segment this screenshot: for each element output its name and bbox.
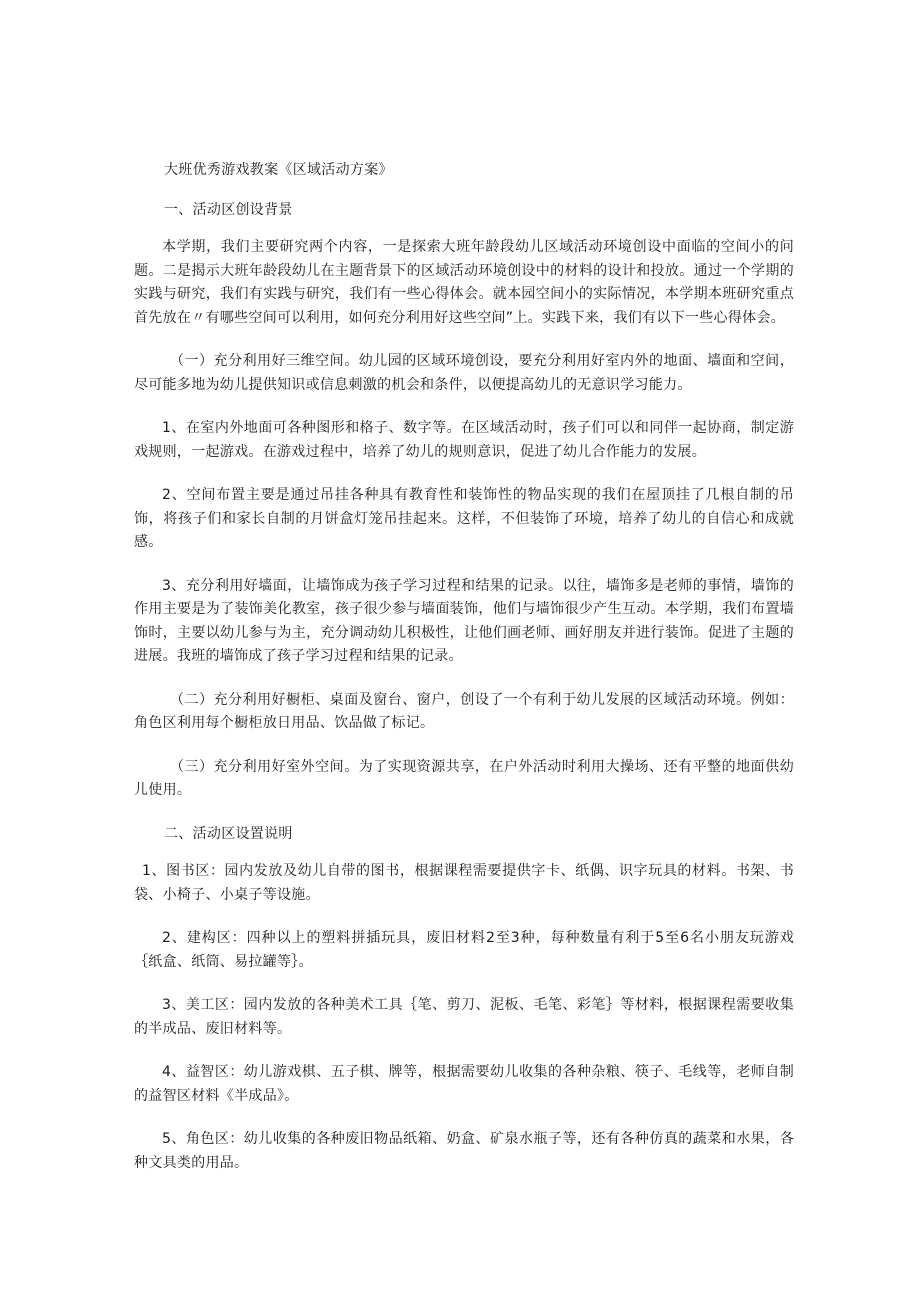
area-item-role-play: 5、角色区：幼儿收集的各种废旧物品纸箱、奶盒、矿泉水瓶子等，还有各种仿真的蔬菜和水果，各种文具类的用品。 [134, 1131, 794, 1171]
paragraph-1: 1、在室内外地面可各种图形和格子、数字等。在区域活动时，孩子们可以和同伴一起协商，制定游戏规则，一起游戏。在游戏过程中，培养了幼儿的规则意识，促进了幼儿合作能力的发展。 [134, 420, 794, 460]
section-2-heading: 二、活动区设置说明 [164, 825, 293, 842]
paragraph-2: 2、空间布置主要是通过吊挂各种具有教育性和装饰性的物品实现的我们在屋顶挂了几根自制的吊饰，将孩子们和家长自制的月饼盒灯笼吊挂起来。这样，不但装饰了环境，培养了幼儿的自信心和成就感。 [134, 487, 794, 550]
document-title: 大班优秀游戏教案《区域活动方案》 [164, 162, 393, 178]
subsection-2: （二）充分利用好橱柜、桌面及窗台、窗户，创设了一个有利于幼儿发展的区域活动环境。例如：角色区利用每个橱柜放日用品、饮品做了标记。 [134, 691, 794, 731]
area-item-library: 1、图书区：园内发放及幼儿自带的图书，根据课程需要提供字卡、纸偶、识字玩具的材料。书架、书袋、小椅子、小桌子等设施。 [134, 863, 794, 903]
section-1-heading: 一、活动区创设背景 [164, 201, 293, 218]
subsection-3: （三）充分利用好室外空间。为了实现资源共享，在户外活动时利用大操场、还有平整的地面供幼儿使用。 [134, 758, 794, 798]
document-body [134, 159, 794, 1175]
area-item-construction: 2、建构区：四种以上的塑料拼插玩具，废旧材料2至3种，每种数量有利于5至6名小朋友玩游戏｛纸盒、纸筒、易拉罐等｝。 [134, 930, 794, 970]
area-item-puzzle: 4、益智区：幼儿游戏棋、五子棋、牌等，根据需要幼儿收集的各种杂粮、筷子、毛线等，老师自制的益智区材料《半成品》。 [134, 1064, 794, 1104]
area-item-art: 3、美工区：园内发放的各种美术工具｛笔、剪刀、泥板、毛笔、彩笔｝等材料，根据课程需要收集的半成品、废旧材料等。 [134, 997, 794, 1037]
subsection-1: （一）充分利用好三维空间。幼儿园的区域环境创设，要充分利用好室内外的地面、墙面和空间，尽可能多地为幼儿提供知识或信息刺激的机会和条件，以便提高幼儿的无意识学习能力。 [134, 353, 794, 393]
section-1-intro: 本学期，我们主要研究两个内容，一是探索大班年龄段幼儿区域活动环境创设中面临的空间小的问题。二是揭示大班年龄段幼儿在主题背景下的区域活动环境创设中的材料的设计和投放。通过一个学期的实践与研究，我们有实践与研究，我们有一些心得体会。就本园空间小的实际情况，本学期本班研究重点首先放在〃有哪些空间可以利用，如何充分利用好这些空间”上。实践下来，我们有以下一些心得体会。 [134, 239, 794, 326]
paragraph-3: 3、充分利用好墙面，让墙饰成为孩子学习过程和结果的记录。以往，墙饰多是老师的事情，墙饰的作用主要是为了装饰美化教室，孩子很少参与墙面装饰，他们与墙饰很少产生互动。本学期，我们布置墙饰时，主要以幼儿参与为主，充分调动幼儿积极性，让他们画老师、画好朋友并进行装饰。促进了主题的进展。我班的墙饰成了孩子学习过程和结果的记录。 [134, 577, 794, 664]
